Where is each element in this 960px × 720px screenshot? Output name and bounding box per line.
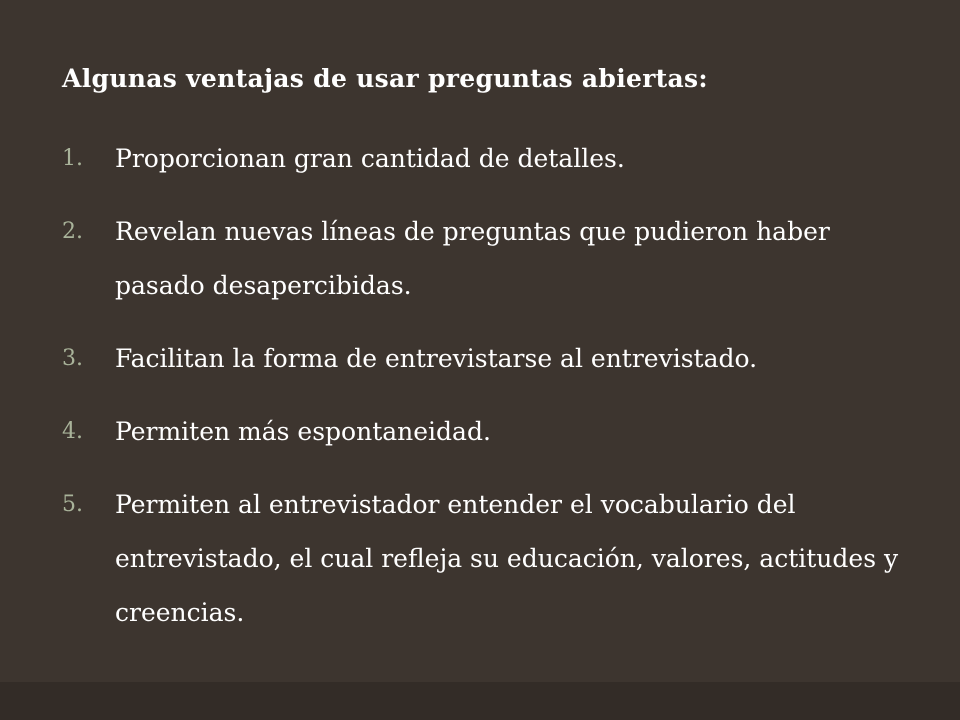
list-item-text: Permiten más espontaneidad.	[115, 417, 491, 446]
list-item-text: Facilitan la forma de entrevistarse al entrevistado.	[115, 344, 758, 373]
list-item	[62, 132, 922, 186]
list-item-number: 4.	[62, 419, 83, 444]
list-item	[62, 205, 922, 313]
list-item-text: Revelan nuevas líneas de preguntas que pudieron haber pasado desapercibidas.	[115, 217, 830, 300]
list-item	[62, 478, 922, 640]
list-item-text: Proporcionan gran cantidad de detalles.	[115, 144, 625, 173]
list-item-number: 1.	[62, 146, 83, 171]
list-item-number: 3.	[62, 346, 83, 371]
slide-heading: Algunas ventajas de usar preguntas abiertas:	[62, 64, 708, 93]
footer-bar	[0, 682, 960, 720]
list-item	[62, 332, 922, 386]
advantages-list	[62, 132, 922, 659]
list-item-text: Permiten al entrevistador entender el vocabulario del entrevistado, el cual refleja su educación, valores, actitudes y creencias.	[115, 490, 899, 627]
list-item-number: 5.	[62, 492, 83, 517]
list-item	[62, 405, 922, 459]
list-item-number: 2.	[62, 219, 83, 244]
